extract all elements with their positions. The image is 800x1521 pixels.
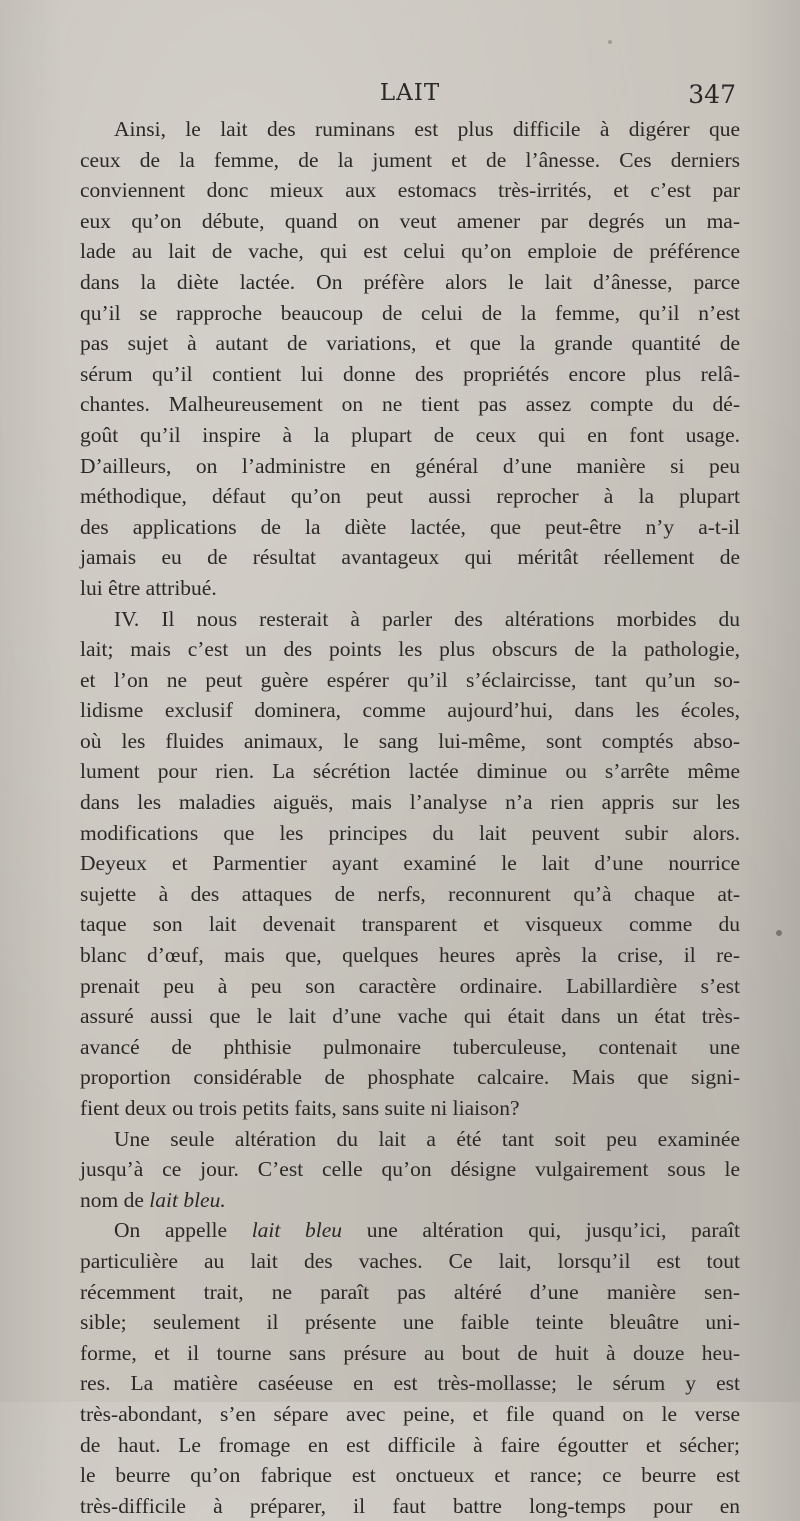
text-line: eux qu’on débute, quand on veut amener par degrés un ma- bbox=[80, 208, 740, 233]
text-line: dans la diète lactée. On préfère alors le lait d’ânesse, parce bbox=[80, 269, 740, 294]
text-line: taque son lait devenait transparent et visqueux comme du bbox=[80, 912, 740, 937]
text-line: très-abondant, s’en sépare avec peine, et file quand on le verse bbox=[80, 1401, 740, 1426]
text-line: de haut. Le fromage en est difficile à faire égoutter et sécher; bbox=[80, 1432, 740, 1457]
text-line: proportion considérable de phosphate calcaire. Mais que signi- bbox=[80, 1065, 740, 1090]
text-line: Ainsi, le lait des ruminans est plus difficile à digérer que bbox=[114, 117, 740, 141]
text-line: chantes. Malheureusement on ne tient pas assez compte du dé- bbox=[80, 392, 740, 417]
text-line: sible; seulement il présente une faible teinte bleuâtre uni- bbox=[80, 1310, 740, 1335]
text-line: res. La matière caséeuse en est très-mollasse; le sérum y est bbox=[80, 1371, 740, 1396]
running-title: LAIT bbox=[379, 80, 441, 106]
text-line: sérum qu’il contient lui donne des propriétés encore plus relâ- bbox=[80, 361, 740, 386]
text-line: jamais eu de résultat avantageux qui méritât réellement de bbox=[80, 545, 740, 570]
text-line: jusqu’à ce jour. C’est celle qu’on désigne vulgairement sous le bbox=[80, 1157, 740, 1182]
text-fragment: une altération qui, jusqu’ici, paraît bbox=[342, 1218, 740, 1243]
text-line: conviennent donc mieux aux estomacs très-irrités, et c’est par bbox=[80, 178, 740, 203]
text-line: récemment trait, ne paraît pas altéré d’une manière sen- bbox=[80, 1279, 740, 1304]
italic-term: lait bleu. bbox=[149, 1187, 226, 1212]
text-line: lade au lait de vache, qui est celui qu’on emploie de préférence bbox=[80, 239, 740, 264]
text-line: lait; mais c’est un des points les plus obscurs de la pathologie, bbox=[80, 637, 740, 662]
text-line: lidisme exclusif dominera, comme aujourd’hui, dans les écoles, bbox=[80, 698, 740, 723]
text-line: D’ailleurs, on l’administre en général d’une manière si peu bbox=[80, 453, 740, 478]
page-number: 347 bbox=[688, 80, 736, 109]
text-line: particulière au lait des vaches. Ce lait, lorsqu’il est tout bbox=[80, 1248, 740, 1273]
text-line: dans les maladies aiguës, mais l’analyse n’a rien appris sur les bbox=[80, 790, 740, 815]
paper-spot bbox=[608, 40, 612, 44]
text-line: assuré aussi que le lait d’une vache qui était dans un état très- bbox=[80, 1004, 740, 1029]
text-line: qu’il se rapproche beaucoup de celui de la femme, qu’il n’est bbox=[80, 300, 740, 325]
text-line: et l’on ne peut guère espérer qu’il s’éclaircisse, tant qu’un so- bbox=[80, 667, 740, 692]
text-line: prenait peu à peu son caractère ordinaire. Labillardière s’est bbox=[80, 973, 740, 998]
text-line: le beurre qu’on fabrique est onctueux et rance; ce beurre est bbox=[80, 1463, 740, 1488]
text-line: fient deux ou trois petits faits, sans suite ni liaison? bbox=[80, 1096, 520, 1120]
running-head bbox=[80, 80, 740, 110]
text-line: sujette à des attaques de nerfs, reconnurent qu’à chaque at- bbox=[80, 881, 740, 906]
text-fragment: nom de bbox=[80, 1187, 150, 1212]
text-line: où les fluides animaux, le sang lui-même, sont comptés abso- bbox=[80, 728, 740, 753]
text-line: blanc d’œuf, mais que, quelques heures après la crise, il re- bbox=[80, 943, 740, 968]
text-line: goût qu’il inspire à la plupart de ceux qui en font usage. bbox=[80, 422, 740, 447]
text-line: des applications de la diète lactée, que peut-être n’y a-t-il bbox=[80, 514, 740, 539]
text-line: méthodique, défaut qu’on peut aussi reprocher à la plupart bbox=[80, 484, 740, 509]
text-line: Une seule altération du lait a été tant soit peu examinée bbox=[114, 1126, 740, 1151]
text-line: lument pour rien. La sécrétion lactée diminue ou s’arrête même bbox=[80, 759, 740, 784]
text-line: ceux de la femme, de la jument et de l’ânesse. Ces derniers bbox=[80, 147, 740, 172]
text-line: lui être attribué. bbox=[80, 575, 217, 600]
text-line: forme, et il tourne sans présure au bout de huit à douze heu- bbox=[80, 1340, 740, 1365]
italic-term: lait bleu bbox=[251, 1218, 343, 1243]
paper-spot bbox=[776, 930, 782, 936]
text-line-lait-bleu bbox=[80, 1185, 740, 1216]
text-fragment: On appelle bbox=[114, 1218, 252, 1243]
body-text bbox=[80, 114, 740, 1521]
text-line: avancé de phthisie pulmonaire tuberculeuse, contenait une bbox=[80, 1034, 740, 1059]
text-line: Deyeux et Parmentier ayant examiné le lait d’une nourrice bbox=[80, 851, 740, 876]
text-line: très-difficile à préparer, il faut battre long-temps pour en bbox=[80, 1493, 740, 1518]
text-line-lait-bleu-definition bbox=[80, 1215, 740, 1246]
text-line: modifications que les principes du lait peuvent subir alors. bbox=[80, 820, 740, 845]
text-line: IV. Il nous resterait à parler des altérations morbides du bbox=[114, 606, 740, 631]
text-line: pas sujet à autant de variations, et que la grande quantité de bbox=[80, 331, 740, 356]
